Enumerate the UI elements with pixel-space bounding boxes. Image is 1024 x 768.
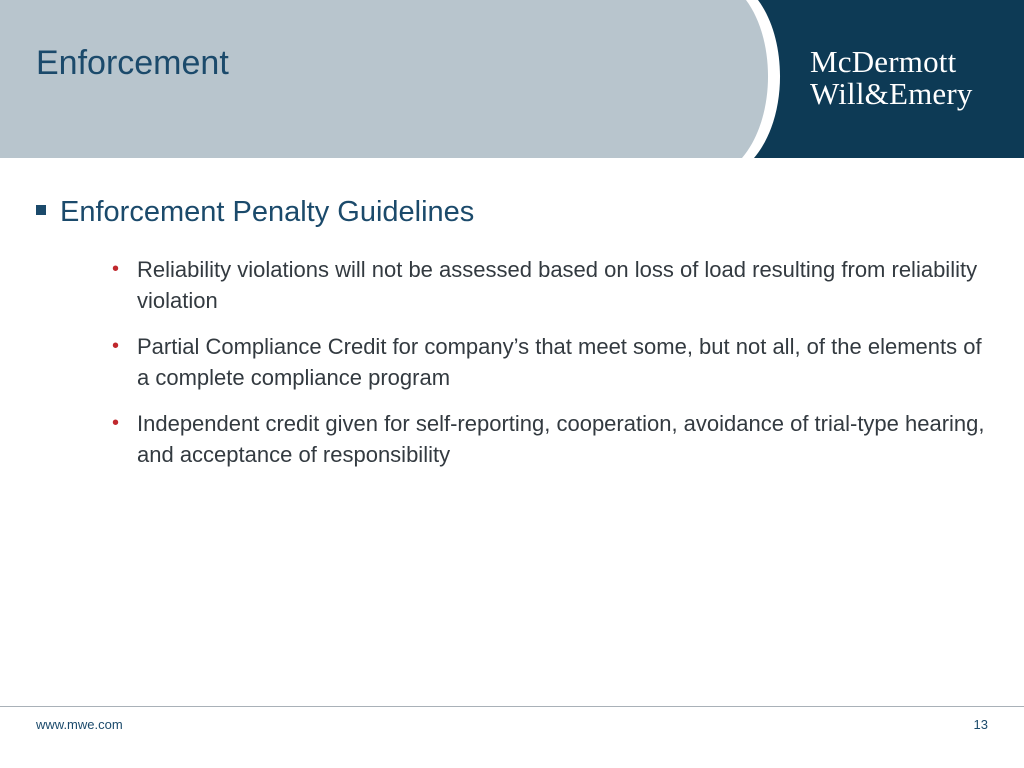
logo-line-2: Will&Emery (810, 76, 973, 111)
footer-divider (0, 706, 1024, 707)
list-item-text: Partial Compliance Credit for company’s that meet some, but not all, of the elements of a complete compliance program (137, 334, 982, 390)
list-item-text: Independent credit given for self-reporting, cooperation, avoidance of trial-type hearing, and acceptance of responsibility (137, 411, 985, 467)
logo-line-1: McDermott (810, 44, 957, 79)
main-bullet-text: Enforcement Penalty Guidelines (60, 196, 475, 228)
list-item (110, 331, 990, 393)
list-item (110, 254, 990, 316)
bullet-dot-icon: • (112, 258, 120, 280)
list-item (110, 408, 990, 470)
main-bullet (36, 196, 474, 229)
footer-url[interactable]: www.mwe.com (36, 717, 123, 732)
slide-title: Enforcement (36, 44, 229, 82)
square-bullet-icon (36, 205, 46, 215)
page-number: 13 (973, 717, 988, 732)
bullet-dot-icon: • (112, 412, 120, 434)
bullet-dot-icon: • (112, 335, 120, 357)
header-banner (0, 0, 1024, 158)
sub-bullet-list (110, 254, 990, 485)
company-logo (810, 46, 973, 110)
list-item-text: Reliability violations will not be assessed based on loss of load resulting from reliability violation (137, 257, 978, 313)
